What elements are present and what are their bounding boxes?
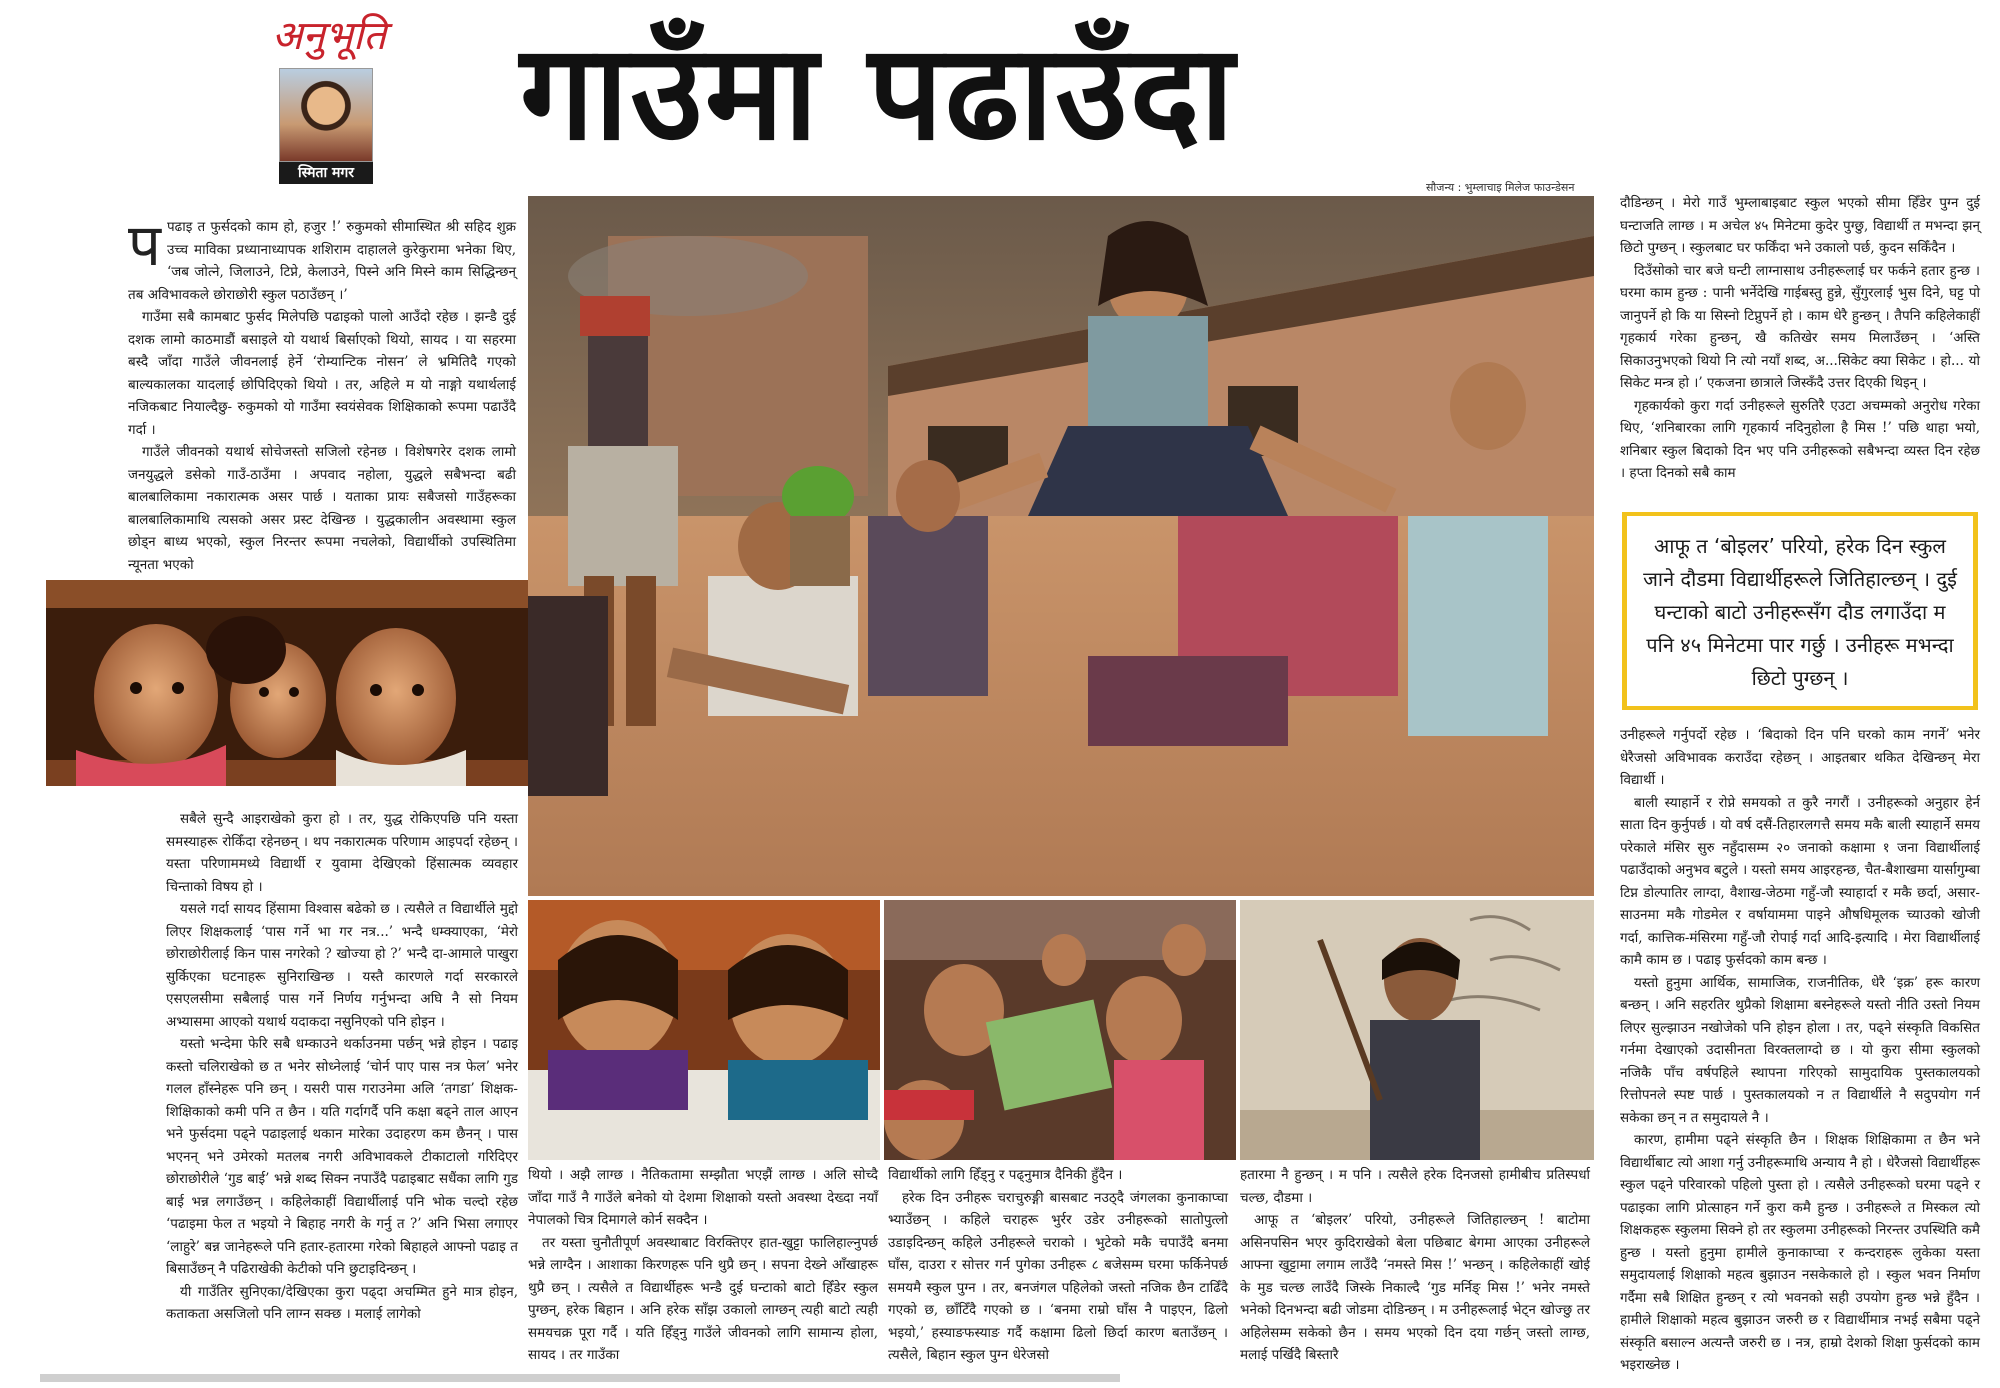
column-3 <box>888 1164 1228 1363</box>
photo-boy-at-blackboard <box>1240 900 1594 1160</box>
main-photo-children-jumping <box>528 196 1594 896</box>
children-peeking-photo <box>46 580 534 786</box>
paragraph: उनीहरूले गर्नुपर्दो रहेछ । ‘बिदाको दिन पनि घरको काम नगर्ने’ भनेर धेरैजसो अविभावक कराउँदा रहेछन् । आइतबार थकित देखिन्छन् मेरा विद्यार्थी । <box>1620 727 1980 788</box>
girls-writing-illustration <box>528 900 880 1160</box>
column-1-top <box>128 211 516 580</box>
paragraph: तर यस्ता चुनौतीपूर्ण अवस्थाबाट विरक्तिएर हात-खुट्टा फालिहाल्नुपर्छ भन्ने लाग्दैन । आशाका किरणहरू पनि थुप्रै छन् । सपना देख्ने आँखाहरू थुप्रै छन् । त्यसैले त विद्यार्थीहरू भन्डै दुई घन्टाको बाटो हिँडेर स्कुल पुग्छन्, हरेक बिहान । अनि हरेक साँझ उकालो लाग्छन् त्यही बाटो त्यही समयचक्र पूरा गर्दै । यति हिँड्नु गाउँले जीवनको लागि सामान्य होला, सायद । तर गाउँका <box>528 1234 878 1363</box>
footer-rule <box>40 1374 1120 1382</box>
paragraph: विद्यार्थीको लागि हिँड्नु र पढ्नुमात्र दैनिकी हुँदैन । <box>888 1167 1123 1183</box>
paragraph: दौडिन्छन् । मेरो गाउँ भुम्लाबाइबाट स्कुल भएको सीमा हिँडेर पुग्न दुई घन्टाजति लाग्छ । म अचेल ४५ मिनेटमा कुदेर पुग्छु, विद्यार्थी त मभन्दा झन् छिटो पुग्छन् । स्कुलबाट घर फर्किंदा भने उकालो पर्छ, कुदन सकिँदैन । <box>1620 195 1980 256</box>
paragraph: यस्तो हुनुमा आर्थिक, सामाजिक, राजनीतिक, धेरै ‘इक्र’ हरू कारण बन्छन् । अनि सहरतिर थुप्रैको शिक्षामा बस्नेहरूले यस्तो नीति उस्तो नियम लिएर सुल्झाउन नखोजेको पनि होइन होला । तर, पढ्ने संस्कृति विकसित गर्नमा देखाएको उदासीनता विरक्तलाग्दो छ । यो कुरा सीमा स्कुलको नजिकै पाँच वर्षपहिले स्थापना गरिएको सामुदायिक पुस्तकालयको रित्तोपनले स्पष्ट पार्छ । पुस्तकालयको न त विद्यार्थीले नै सदुपयोग गर्न सकेका छन् न त समुदायले नै । <box>1620 974 1980 1126</box>
boy-blackboard-illustration <box>1240 900 1594 1160</box>
paragraph: आफू त ‘बोइलर’ परियो, उनीहरूले जितिहाल्छन् ! बाटोमा असिनपसिन भएर कुदिराखेको बेला पछिबाट बेगमा आएका उनीहरूले आफ्ना खुट्टामा लगाम लाउँदै ‘नमस्ते मिस !’ भन्छन् । कहिलेकाहीं खोई के मुड चल्छ लाउँदै जिस्के निकाल्दै ‘गुड मर्निङ् मिस !’ भनेर नमस्ते भनेको दिनभन्दा बढी जोडमा दोडिन्छन् । म उनीहरूलाई भेट्न खोज्छु तर अहिलेसम्म सकेको छैन । समय भएको दिन दया गर्छन् जस्तो लाग्छ, मलाई पर्खिदै बिस्तारै <box>1240 1212 1590 1363</box>
column-1-bottom <box>166 808 518 1338</box>
paragraph: गाउँमा सबै कामबाट फुर्सद मिलेपछि पढाइको पालो आउँदो रहेछ । झन्डै दुई दशक लामो काठमाडौं बसाइले यो यथार्थ बिर्साएको थियो, सायद । या सहरमा बस्दै जाँदा गाउँले जीवनलाई हेर्ने ‘रोम्यान्टिक नोसन’ ले भ्रमितिदै गएको बाल्यकालका यादलाई छोपिदिएको थियो । तर, अहिले म यो नाङ्गो यथार्थलाई नजिकबाट नियाल्दैछु- रुकुमको यो गाउँमा स्वयंसेवक शिक्षिकाको रूपमा पढाउँदै गर्दा । <box>128 309 516 438</box>
children-peeking-illustration <box>46 580 534 786</box>
author-photo <box>279 68 373 162</box>
column-2 <box>528 1164 878 1363</box>
drop-cap: प <box>128 211 161 279</box>
author-name: स्मिता मगर <box>279 162 373 184</box>
column-5-bottom <box>1620 724 1980 1373</box>
paragraph: हतारमा नै हुन्छन् । म पनि । त्यसैले हरेक दिनजसो हामीबीच प्रतिस्पर्धा चल्छ, दौडमा । <box>1240 1167 1590 1206</box>
photo-girls-writing <box>528 900 880 1160</box>
paragraph: यसले गर्दा सायद हिंसामा विश्वास बढेको छ । त्यसैले त विद्यार्थीले मुद्दो लिएर शिक्षकलाई ‘पास गर्ने भा गर नत्र...’ भन्दै धम्क्याएका, ‘मेरो छोराछोरीलाई किन पास नगरेको ? खोज्या हो ?’ भन्दै दा-आमाले पाखुरा सुर्किएका घटनाहरू सुनिराखिन्छ । यस्तै कारणले गर्दा सरकारले एसएलसीमा सबैलाई पास गर्ने निर्णय गर्नुभन्दा अघि नै सो नियम अभ्यासमा आएको यथार्थ यदाकदा नसुनिएको पनि होइन । <box>166 901 518 1030</box>
photo-children-reading <box>884 900 1236 1160</box>
column-5-top <box>1620 192 1980 498</box>
photo-credit: सौजन्य : भुम्लाचाइ मिलेज फाउन्डेसन <box>1426 181 1575 194</box>
paragraph: यस्तो भन्देमा फेरि सबै धम्काउने थर्काउनमा पर्छन् भन्ने होइन । पढाइ कस्तो चलिराखेको छ त भनेर सोध्नेलाई ‘चोर्न पाए पास नत्र फेल’ भनेर गलल हाँस्नेहरू पनि छन् । यसरी पास गराउनेमा अलि ‘तगडा’ शिक्षक-शिक्षिकाको कमी पनि त छैन । यति गर्दागर्दै पनि कक्षा बढ्ने ताल आएन भने फुर्सदमा पढ्ने पढाइलाई थकान मारेका उदाहरण कम छैनन् । पास भएनन् भने उमेरको मतलब नगरी अविभावकले टीकाटालो गरिदिएर छोराछोरीले ‘गुड बाई’ भन्ने शब्द सिक्न नपाउँदै पढाइबाट सधैंका लागि गुड बाई भन्न लगाउँछन् । कहिलेकाहीं विद्यार्थीलाई पनि भोक चल्दो रहेछ ‘पढाइमा फेल त भइयो ने बिहाह नगरी के गर्नु त ?’ अनि भिसा लगाएर ‘लाहुरे’ बन्न जानेहरूले पनि हतार-हतारमा गरेको बिहाहले आफ्नो पढाइ त बिसाउँछन् नै पढिराखेकी केटीको पनि छुटाइदिन्छन् । <box>166 1036 518 1277</box>
paragraph: गाउँले जीवनको यथार्थ सोचेजस्तो सजिलो रहेनछ । विशेषगरेर दशक लामो जनयुद्धले डसेको गाउँ-ठाउँमा । अपवाद नहोला, युद्धले सबैभन्दा बढी बालबालिकामा नकारात्मक असर पार्छ । यताका प्रायः सबैजसो गाउँहरूका बालबालिकामाथि त्यसको असर प्रस्ट देखिन्छ । युद्धकालीन अवस्थामा स्कुल छोड्न बाध्य भएको, स्कुल निरन्तर रूपमा नचलेको, विद्यार्थीको उपस्थितिमा न्यूनता भएको <box>128 444 516 573</box>
paragraph: कारण, हामीमा पढ्ने संस्कृति छैन । शिक्षक शिक्षिकामा त छैन भने विद्यार्थीबाट त्यो आशा गर्नु उनीहरूमाथि अन्याय नै हो । धेरैजसो विद्यार्थीहरू स्कुल पढ्ने परिवारको पहिलो पुस्ता हो । त्यसैले उनीहरूको घरमा पढ्ने र पढाइका लागि प्रोत्साहन गर्ने कुरा कमै हुन्छ । उनीहरूले त मिस्कल त्यो शिक्षकहरू स्कुलमा सिक्ने हो तर स्कुलमा उनीहरूको निरन्तर उपस्थिति कमै हुन्छ । यस्तो हुनुमा हामीले कुनाकाप्चा र कन्दराहरू लुकेका यस्ता समुदायलाई शिक्षाको महत्व बुझाउन नसकेकाले हो । स्कुल भवन निर्माण गर्दैमा सबै शिक्षित हुन्छन् र त्यो भवनको सही उपयोग हुन्छ भन्ने हुँदैन । हामीले शिक्षाको महत्व बुझाउन जरुरी छ र विद्यार्थीमात्र नभई सबैमा पढ्ने संस्कृति बसाल्न अत्यन्तै जरुरी छ । नत्र, हाम्रो देशको शिक्षा फुर्सदको काम भइराख्नेछ । <box>1620 1132 1980 1373</box>
paragraph: बाली स्याहार्ने र रोप्ने समयको त कुरै नगरौं । उनीहरूको अनुहार हेर्न साता दिन कुर्नुपर्छ । यो वर्ष दसैं-तिहारलगत्तै समय मकै बाली स्याहार्ने समय परेकाले मंसिर सुरु नहुँदासम्म २० जनाको कक्षामा १ जना विद्यार्थीलाई पढाउँदाको अनुभव बटुले । यस्तो समय आइरहन्छ, चैत-बैशाखमा यार्सागुम्बा टिप्न डोल्पातिर लाग्दा, वैशाख-जेठमा गहुँ-जौ स्याहार्दा र मकै छर्दा, असार-साउनमा मकै गोडमेल र वर्षायाममा पाइने औषधिमूलक च्याउको खोजी गर्दा, कात्तिक-मंसिरमा गहुँ-जौ रोपाई गर्दा आदि-इत्यादि । मेरा विद्यार्थीलाई कामै काम छ । पढाइ फुर्सदको काम बन्छ । <box>1620 794 1980 968</box>
children-reading-illustration <box>884 900 1236 1160</box>
paragraph: दिउँसोको चार बजे घन्टी लाग्नासाथ उनीहरूलाई घर फर्कने हतार हुन्छ । घरमा काम हुन्छ : पानी भर्नेदेखि गाईबस्तु हुन्ने, सुँगुरलाई भुस दिने, घट्ट पो जानुपर्ने हो कि या सिस्नो टिप्नुपर्ने हो । काम धेरै हुन्छन् । तैपनि कहिलेकाहीं गृहकार्य गरेका हुन्छन्, खै कतिखेर समय मिलाउँछन् । ‘अस्ति सिकाउनुभएको थियो नि त्यो नयाँ शब्द, अ...सिकेट क्या सिकेट । हो... यो सिकेट मन्त्र हो ।’ एकजना छात्राले जिस्कँदै उत्तर दिएकी थिइन् । <box>1620 262 1980 391</box>
section-label: अनुभूति <box>272 13 387 59</box>
paragraph: हरेक दिन उनीहरू चराचुरुङ्गी बासबाट नउठ्दै जंगलका कुनाकाप्चा भ्याउँछन् । कहिले चराहरू भुर्रर उडेर उनीहरूको सातोपुत्लो उडाइदिन्छन् कहिले उनीहरूले चराको । भुटेको मकै चपाउँदै बनमा घाँस, दाउरा र सोत्तर गर्न पुगेका उनीहरू ८ बजेसम्म घरमा फर्किनेपर्छ समयमै स्कुल पुग्न । तर, बनजंगल पहिलेको जस्तो नजिक छैन टाढिँदै गएको छ, छाँटिँदै गएको छ । ‘बनमा राम्रो घाँस नै पाइएन, ढिलो भइयो,’ हस्याङफस्याङ गर्दै कक्षामा ढिलो छिर्दा कारण बताउँछन् । त्यसैले, बिहान स्कुल पुग्न धेरेजसो <box>888 1189 1228 1363</box>
headline: गाउँमा पढाउँदा <box>520 16 1237 170</box>
pull-quote: आफू त ‘बोइलर’ परियो, हरेक दिन स्कुल जाने दौडमा विद्यार्थीहरूले जितिहाल्छन् । दुई घन्टाको बाटो उनीहरूसँग दौड लगाउँदा म पनि ४५ मिनेटमा पार गर्छु । उनीहरू मभन्दा छिटो पुग्छन् । <box>1622 512 1978 710</box>
paragraph: यी गाउँतिर सुनिएका/देखिएका कुरा पढ्दा अचम्मित हुने मात्र होइन, कताकता असजिलो पनि लाग्न सक्छ । मलाई लागेको <box>166 1283 518 1322</box>
paragraph: सबैले सुन्दै आइराखेको कुरा हो । तर, युद्ध रोकिएपछि पनि यस्ता समस्याहरू रोकिँदा रहेनछन् । थप नकारात्मक परिणाम आइपर्दा रहेछन् । यस्ता परिणाममध्ये विद्यार्थी र युवामा देखिएको हिंसात्मक व्यवहार चिन्ताको विषय हो । <box>166 811 518 895</box>
main-photo-illustration <box>528 196 1594 896</box>
paragraph: पढाइ त फुर्सदको काम हो, हजुर !’ रुकुमको सीमास्थित श्री सहिद शुक्र उच्च माविका प्रध्यानाध्यापक शशिराम दाहालले कुरेकुरामा भनेका थिए, ‘जब जोत्ने, जिलाउने, टिप्ने, केलाउने, पिस्ने अनि मिस्ने काम सिद्धिन्छन् तब अविभावकले छोराछोरी स्कुल पठाउँछन् ।’ <box>128 219 516 303</box>
paragraph: गृहकार्यको कुरा गर्दा उनीहरूले सुरुतिरै एउटा अचम्मको अनुरोध गरेका थिए, ‘शनिबारका लागि गृहकार्य नदिनुहोला है मिस !’ पछि थाहा भयो, शनिबार स्कुल बिदाको दिन भए पनि उनीहरूको सबैभन्दा व्यस्त दिन रहेछ । हप्ता दिनको सबै काम <box>1620 397 1980 481</box>
paragraph: थियो । अझै लाग्छ । नैतिकतामा सम्झौता भएझैं लाग्छ । अलि सोच्दै जाँदा गाउँ नै गाउँले बनेको यो देशमा शिक्षाको यस्तो अवस्था देख्दा नयाँ नेपालको चित्र दिमागले कोर्न सक्दैन । <box>528 1167 878 1228</box>
column-4 <box>1240 1164 1590 1363</box>
